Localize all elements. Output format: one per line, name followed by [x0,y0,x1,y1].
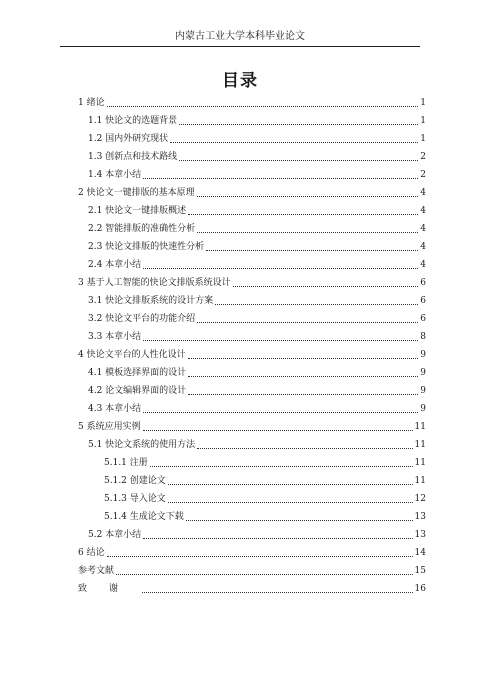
toc-entry-page: 13 [414,530,426,540]
toc-entry-label: 3.2 快论文平台的功能介绍 [88,314,196,324]
leader-dots [168,484,413,485]
leader-dots [150,466,413,467]
toc-entry-page: 2 [420,170,426,180]
toc-entry-page: 4 [420,224,426,234]
leader-dots [179,160,418,161]
toc-entry-label: 5.1.4 生成论文下载 [104,512,184,522]
leader-dots [186,520,413,521]
leader-dots [215,304,418,305]
toc-entry-page: 4 [420,260,426,270]
toc-entry-page: 9 [420,368,426,378]
leader-dots [197,448,412,449]
toc-entry-page: 11 [414,422,426,432]
leader-dots [142,592,413,593]
leader-dots [143,538,412,539]
toc-entry-label: 3.3 本章小结 [88,332,142,342]
toc-entry[interactable] [78,253,426,271]
toc-entry-page: 14 [414,548,426,558]
toc-entry-page: 8 [420,332,426,342]
toc-entry[interactable] [78,415,426,433]
toc-entry-label: 参考文献 [78,566,115,576]
header-rule [60,46,420,47]
toc-entry-page: 12 [414,494,426,504]
leader-dots [188,358,419,359]
toc-entry-page: 1 [420,98,426,108]
leader-dots [197,232,418,233]
toc-entry-label: 4.1 模板选择界面的设计 [88,368,187,378]
toc-entry-label: 4.3 本章小结 [88,404,142,414]
toc-entry[interactable] [78,145,426,163]
leader-dots [233,286,419,287]
toc-entry[interactable] [78,541,426,559]
toc-entry-label: 5 系统应用实例 [78,422,141,432]
toc-entry[interactable] [78,91,426,109]
toc-entry[interactable] [78,109,426,127]
leader-dots [179,124,418,125]
leader-dots [107,106,419,107]
toc-entry[interactable] [78,469,426,487]
toc-entry[interactable] [78,325,426,343]
toc-entry-label: 4.2 论文编辑界面的设计 [88,386,187,396]
toc-entry-label: 1 绪论 [78,98,105,108]
toc-entry-label: 6 结论 [78,548,105,558]
toc-entry-page: 1 [420,116,426,126]
page-header: 内蒙古工业大学本科毕业论文 [175,31,305,42]
toc-entry-label: 3.1 快论文排版系统的设计方案 [88,296,214,306]
toc-entry-page: 6 [420,296,426,306]
toc-entry-label: 5.2 本章小结 [88,530,142,540]
toc-entry[interactable] [78,307,426,325]
toc-entry[interactable] [78,127,426,145]
toc-entry-label: 5.1.2 创建论文 [104,476,166,486]
leader-dots [143,340,418,341]
toc-entry-label: 2.4 本章小结 [88,260,142,270]
toc-entry[interactable] [78,199,426,217]
toc-entry[interactable] [78,217,426,235]
toc-entry[interactable] [78,163,426,181]
toc-entry[interactable] [78,397,426,415]
leader-dots [188,214,418,215]
toc-entry-label: 1.4 本章小结 [88,170,142,180]
toc-entry-page: 11 [414,440,426,450]
toc-entry-label: 3 基于人工智能的快论文排版系统设计 [78,278,231,288]
toc-entry-label: 2.3 快论文排版的快速性分析 [88,242,205,252]
toc-entry[interactable] [78,289,426,307]
toc-entry[interactable] [78,343,426,361]
toc-entry-page: 11 [414,476,426,486]
toc-entry-label: 4 快论文平台的人性化设计 [78,350,186,360]
toc-entry[interactable] [78,181,426,199]
toc-entry-label: 5.1 快论文系统的使用方法 [88,440,196,450]
toc-entry-page: 6 [420,278,426,288]
toc-entry-page: 9 [420,350,426,360]
toc-entry[interactable] [78,271,426,289]
toc-entry-page: 16 [414,584,426,594]
toc-entry[interactable] [78,361,426,379]
toc-entry-page: 4 [420,206,426,216]
leader-dots [116,574,413,575]
table-of-contents [78,91,426,595]
toc-entry-page: 2 [420,152,426,162]
toc-entry[interactable] [78,577,426,595]
toc-entry[interactable] [78,487,426,505]
toc-entry-page: 9 [420,386,426,396]
toc-entry[interactable] [78,505,426,523]
toc-entry[interactable] [78,559,426,577]
leader-dots [206,250,418,251]
toc-entry-page: 6 [420,314,426,324]
leader-dots [197,196,419,197]
leader-dots [143,178,418,179]
toc-entry-page: 4 [420,188,426,198]
leader-dots [168,502,413,503]
toc-entry-label: 5.1.1 注册 [104,458,148,468]
toc-entry-label: 1.3 创新点和技术路线 [88,152,178,162]
toc-entry-page: 15 [414,566,426,576]
toc-entry-page: 9 [420,404,426,414]
toc-entry-label: 5.1.3 导入论文 [104,494,166,504]
toc-entry-page: 11 [414,458,426,468]
leader-dots [197,322,418,323]
toc-entry-label: 1.2 国内外研究现状 [88,134,169,144]
toc-title: 目录 [222,71,258,91]
leader-dots [143,412,418,413]
toc-entry-page: 1 [420,134,426,144]
leader-dots [143,268,418,269]
leader-dots [188,394,418,395]
leader-dots [188,376,418,377]
toc-entry-label: 2 快论文一键排版的基本原理 [78,188,195,198]
toc-entry[interactable] [78,523,426,541]
toc-entry-label: 2.2 智能排版的准确性分析 [88,224,196,234]
toc-entry-label: 2.1 快论文一键排版概述 [88,206,187,216]
toc-entry-label: 1.1 快论文的选题背景 [88,116,178,126]
toc-entry-page: 4 [420,242,426,252]
toc-entry[interactable] [78,433,426,451]
toc-entry-label: 致谢 [78,584,141,594]
leader-dots [107,556,413,557]
toc-entry[interactable] [78,235,426,253]
toc-entry-page: 13 [414,512,426,522]
toc-entry[interactable] [78,379,426,397]
toc-entry[interactable] [78,451,426,469]
leader-dots [143,430,413,431]
leader-dots [170,142,418,143]
